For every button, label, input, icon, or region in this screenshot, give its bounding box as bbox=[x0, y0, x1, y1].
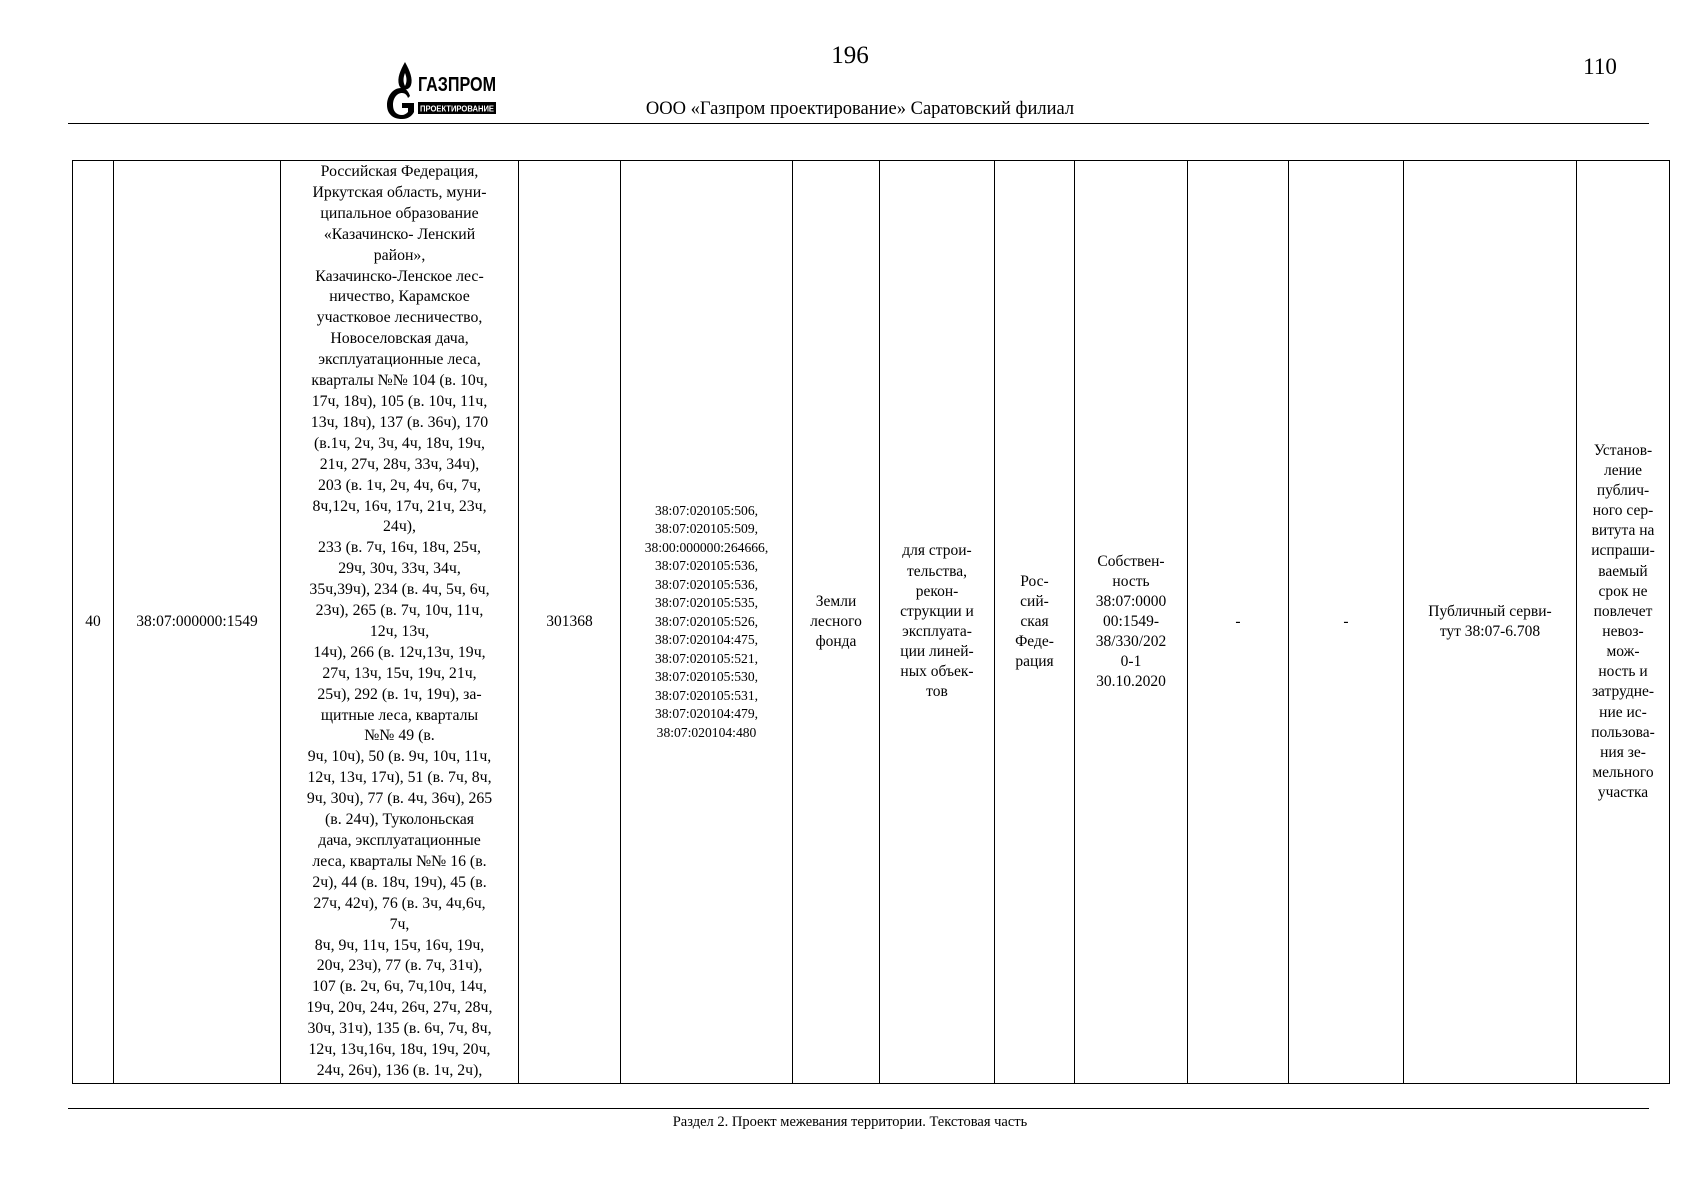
land-category: Земли лесного фонда bbox=[793, 161, 880, 1084]
text-line: 38:07:020105:521, bbox=[654, 650, 759, 666]
text-line: 38:07:020105:530, bbox=[654, 669, 759, 685]
text-line: 38:07:020105:509, bbox=[654, 521, 759, 537]
company-logo bbox=[383, 58, 498, 120]
text-line: 107 (в. 2ч, 6ч, 7ч,10ч, 14ч, bbox=[312, 978, 487, 996]
footer-text: Раздел 2. Проект межевания территории. Текстовая часть bbox=[672, 1114, 1028, 1130]
cadastral-number: 38:07:000000:1549 bbox=[114, 161, 281, 1084]
location-description bbox=[281, 161, 519, 1084]
text-line: 30ч, 31ч), 135 (в. 6ч, 7ч, 8ч, bbox=[307, 1020, 492, 1038]
text-line: 24ч, 26ч), 136 (в. 1ч, 2ч), bbox=[316, 1061, 483, 1079]
flame-icon bbox=[398, 62, 411, 90]
text-line: 19ч, 20ч, 24ч, 26ч, 27ч, 28ч, bbox=[306, 999, 493, 1017]
related-parcels bbox=[621, 161, 793, 1084]
table-row bbox=[73, 161, 1670, 1084]
text-line: 12ч, 13ч, 17ч), 51 (в. 7ч, 8ч, bbox=[307, 769, 492, 787]
text-line: 38:07:020105:536, bbox=[654, 558, 759, 574]
owner: Рос- сий- ская Феде- рация bbox=[995, 161, 1075, 1084]
area: 301368 bbox=[519, 161, 621, 1084]
text-line: 24ч), bbox=[383, 518, 416, 536]
text-line: леса, кварталы №№ 16 (в. bbox=[312, 852, 487, 870]
text-line: 27ч, 42ч), 76 (в. 3ч, 4ч,6ч, bbox=[313, 894, 486, 912]
text-line: 8ч,12ч, 16ч, 17ч, 21ч, 23ч, bbox=[312, 497, 487, 515]
text-line: 9ч, 30ч), 77 (в. 4ч, 36ч), 265 bbox=[306, 790, 493, 808]
logo-text: ГАЗПРОМ bbox=[418, 74, 496, 96]
text-line: 29ч, 30ч, 33ч, 34ч, bbox=[338, 560, 461, 578]
row-number: 40 bbox=[73, 161, 114, 1084]
header-divider bbox=[68, 123, 1649, 124]
text-line: 38:07:020105:535, bbox=[654, 595, 759, 611]
page-number-right: 110 bbox=[1583, 54, 1617, 79]
text-line: 38:00:000000:264666, bbox=[644, 539, 769, 555]
text-line: 8ч, 9ч, 11ч, 15ч, 16ч, 19ч, bbox=[314, 936, 485, 954]
page-number-center: 196 bbox=[831, 42, 869, 69]
text-line: Российская Федерация, bbox=[320, 163, 479, 180]
text-line: 38:07:020105:531, bbox=[654, 687, 759, 703]
text-line: участковое лесничество, bbox=[316, 309, 483, 327]
text-line: 27ч, 13ч, 15ч, 19ч, 21ч, bbox=[322, 664, 477, 682]
text-line: 35ч,39ч), 234 (в. 4ч, 5ч, 6ч, bbox=[309, 581, 490, 599]
servitude: Публичный серви- тут 38:07-6.708 bbox=[1404, 161, 1577, 1084]
text-line: 21ч, 27ч, 28ч, 33ч, 34ч), bbox=[319, 455, 480, 473]
permitted-use: для строи- тельства, рекон- струкции и эксплуата- ции линей- ных объек- тов bbox=[880, 161, 995, 1084]
text-line: 38:07:020104:479, bbox=[654, 706, 759, 722]
location-lines bbox=[284, 162, 515, 1082]
related-parcel-lines bbox=[624, 502, 789, 743]
text-line: район», bbox=[373, 246, 426, 264]
text-line: 38:07:020104:475, bbox=[654, 632, 759, 648]
text-line: эксплуатационные леса, bbox=[318, 351, 481, 369]
text-line: 9ч, 10ч), 50 (в. 9ч, 10ч, 11ч, bbox=[307, 748, 492, 766]
text-line: 38:07:020104:480 bbox=[656, 724, 757, 740]
text-line: 13ч, 18ч), 137 (в. 36ч), 170 bbox=[310, 413, 489, 431]
text-line: 38:07:020105:526, bbox=[654, 613, 759, 629]
encumbrance-1: - bbox=[1188, 161, 1289, 1084]
text-line: 23ч), 265 (в. 7ч, 10ч, 11ч, bbox=[315, 602, 484, 620]
text-line: Иркутская область, муни- bbox=[312, 183, 487, 201]
text-line: (в. 24ч), Туколоньская bbox=[324, 811, 474, 829]
text-line: 233 (в. 7ч, 16ч, 18ч, 25ч, bbox=[318, 539, 481, 557]
text-line: 20ч, 23ч), 77 (в. 7ч, 31ч), bbox=[316, 957, 483, 975]
text-line: 17ч, 18ч), 105 (в. 10ч, 11ч, bbox=[311, 392, 488, 410]
text-line: ничество, Карамское bbox=[329, 288, 470, 306]
text-line: 38:07:020105:536, bbox=[654, 576, 759, 592]
text-line: Новоселовская дача, bbox=[330, 330, 469, 348]
right-registration: Собствен- ность 38:07:0000 00:1549- 38/330/202 0-1 30.10.2020 bbox=[1075, 161, 1188, 1084]
text-line: 203 (в. 1ч, 2ч, 4ч, 6ч, 7ч, bbox=[317, 476, 482, 494]
text-line: кварталы №№ 104 (в. 10ч, bbox=[311, 372, 488, 390]
text-line: №№ 49 (в. bbox=[364, 727, 435, 745]
text-line: «Казачинско- Ленский bbox=[323, 225, 476, 243]
text-line: (в.1ч, 2ч, 3ч, 4ч, 18ч, 19ч, bbox=[314, 434, 485, 452]
text-line: 7ч, bbox=[389, 915, 410, 933]
text-line: дача, эксплуатационные bbox=[318, 832, 481, 849]
text-line: 12ч, 13ч,16ч, 18ч, 19ч, 20ч, bbox=[308, 1041, 491, 1059]
text-line: Казачинско-Ленское лес- bbox=[315, 267, 484, 285]
text-line: 25ч), 292 (в. 1ч, 19ч), за- bbox=[317, 685, 482, 703]
footer-divider bbox=[68, 1108, 1649, 1109]
text-line: 14ч), 266 (в. 12ч,13ч, 19ч, bbox=[313, 643, 486, 661]
text-line: 38:07:020105:506, bbox=[654, 502, 759, 518]
text-line: щитные леса, кварталы bbox=[320, 706, 479, 724]
note: Установ- ление публич- ного сер- витута на испраши- ваемый срок не повлечет невоз- мож- ность и затрудне- ние ис- пользова- ния зе- мельного участка bbox=[1577, 161, 1670, 1084]
organization-name: ООО «Газпром проектирование» Саратовский филиал bbox=[645, 99, 1075, 119]
text-line: ципальное образование bbox=[320, 204, 479, 222]
logo-subtext: ПРОЕКТИРОВАНИЕ bbox=[420, 104, 495, 114]
text-line: 2ч), 44 (в. 18ч, 19ч), 45 (в. bbox=[312, 873, 487, 891]
land-registry-table bbox=[72, 160, 1670, 1084]
text-line: 12ч, 13ч, bbox=[369, 622, 430, 640]
encumbrance-2: - bbox=[1289, 161, 1404, 1084]
